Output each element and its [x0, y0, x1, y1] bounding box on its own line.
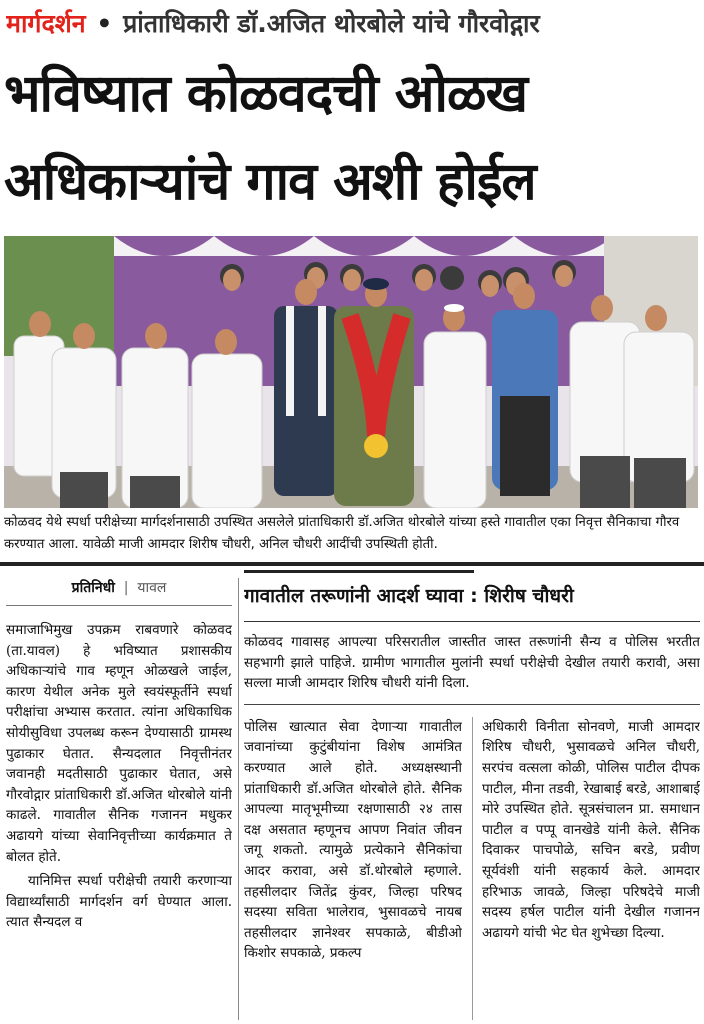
sub-story-lead: कोळवद गावासह आपल्या परिसरातील जास्तीत जास्त तरूणांनी सैन्य व पोलिस भरतीत सहभागी झाले पाहिजे. ग्रामीण भागातील मुलांनी स्पर्धा परीक्षेची देखील तयारी करावी, असा सल्ला माजी आमदार शिरिष चौधरी यांनी दिला. [244, 634, 700, 692]
left-column [6, 570, 232, 1020]
main-headline [4, 50, 702, 230]
left-column-body [6, 620, 232, 933]
middle-column-text: पोलिस खात्यात सेवा देणाऱ्या गावातील जवानांच्या कुटुंबीयांना विशेष आमंत्रित करण्यात आले होते. अध्यक्षस्थानी प्रांताधिकारी डॉ.अजित थोरबोले होते. सैनिक आपल्या मातृभूमीच्या रक्षणासाठी २४ तास दक्ष असतात म्हणूनच आपण निवांत जीवन जगू शकतो. त्यामुळे प्रत्येकाने सैनिकांचा आदर करावा, असे डॉ.थोरबोले म्हणाले. तहसीलदार जितेंद्र कुंवर, जिल्हा परिषद सदस्या सविता भालेराव, भुसावळचे नायब तहसीलदार ज्ञानेश्वर सपकाळे, बीडीओ किशोर सपकाळे, प्रकल्प [244, 718, 462, 962]
group-photo-illustration [4, 236, 698, 508]
sidebar-story [244, 570, 700, 1020]
headline-line-1: भविष्यात कोळवदची ओळख [4, 64, 528, 124]
photo-caption: कोळवद येथे स्पर्धा परीक्षेच्या मार्गदर्शनासाठी उपस्थित असलेले प्रांताधिकारी डॉ.अजित थोरबोले यांच्या हस्ते गावातील एका निवृत्त सैनिकाचा गौरव करण्यात आला. यावेळी माजी आमदार शिरीष चौधरी, अनिल चौधरी आदींची उपस्थिती होती. [4, 515, 680, 552]
group-photo-image [4, 236, 698, 508]
section-tag: मार्गदर्शन [6, 9, 86, 38]
byline-separator: | [123, 580, 129, 596]
left-paragraph-2: यानिमित्त स्पर्धा परीक्षेची तयारी करणाऱ्या विद्यार्थ्यांसाठी मार्गदर्शन वर्ग घेण्यात आला. त्यात सैन्यदल व [6, 873, 232, 931]
sub-story-title: गावातील तरूणांनी आदर्श घ्यावा : शिरीष चौधरी [244, 585, 574, 607]
byline [6, 570, 232, 606]
kicker-subhead: प्रांताधिकारी डॉ.अजित थोरबोले यांचे गौरवोद्गार [123, 9, 540, 38]
left-paragraph-1: समाजाभिमुख उपक्रम राबवणारे कोळवद (ता.यावल) हे भविष्यात प्रशासकीय अधिकाऱ्यांचे गाव म्हणून ओळखले जाईल, कारण येथील अनेक मुले स्वयंस्फूर्तीने स्पर्धा परीक्षांचा अभ्यास करतात. त्यांना अधिकाधिक सोयीसुविधा उपलब्ध करून देण्यासाठी ग्रामस्थ पुढाकार घेतात. सैन्यदलात निवृत्तीनंतर जवानही मदतीसाठी पुढाकार घेतात, असे गौरवोद्गार प्रांताधिकारी डॉ.अजित थोरबोले यांनी काढले. गावातील सैनिक गजानन मधुकर अढायगे यांच्या सेवानिवृत्तीच्या कार्यक्रमात ते बोलत होते. [6, 622, 232, 865]
lead-divider [244, 704, 700, 705]
section-divider [0, 562, 704, 566]
right-column-text: अधिकारी विनीता सोनवणे, माजी आमदार शिरिष चौधरी, भुसावळचे अनिल चौधरी, सरपंच वत्सला कोळी, पोलिस पाटील दीपक पाटील, मीना तडवी, रेखाबाई बरडे, आशाबाई मोरे उपस्थित होते. सूत्रसंचालन प्रा. समाधान पाटील व पप्पू वानखेडे यांनी केले. सैनिक दिवाकर पाचपोळे, सचिन बरडे, प्रवीण सूर्यवंशी यांनी सहकार्य केले. आमदार हरिभाऊ जावळे, जिल्हा परिषदेचे माजी सदस्य हर्षल पाटील यांनी देखील गजानन अढायगे यांची भेट घेत शुभेच्छा दिल्या. [482, 718, 700, 941]
byline-name: प्रतिनिधी [71, 580, 115, 596]
byline-place: यावल [137, 580, 167, 596]
column-divider [238, 578, 239, 1020]
inner-column-divider [472, 717, 473, 1020]
headline-line-2: अधिकाऱ्यांचे गाव अशी होईल [4, 152, 536, 212]
kicker-line [6, 4, 698, 44]
story-columns [244, 717, 700, 1020]
bullet-separator: • [96, 9, 113, 38]
sub-story-header [244, 570, 700, 622]
